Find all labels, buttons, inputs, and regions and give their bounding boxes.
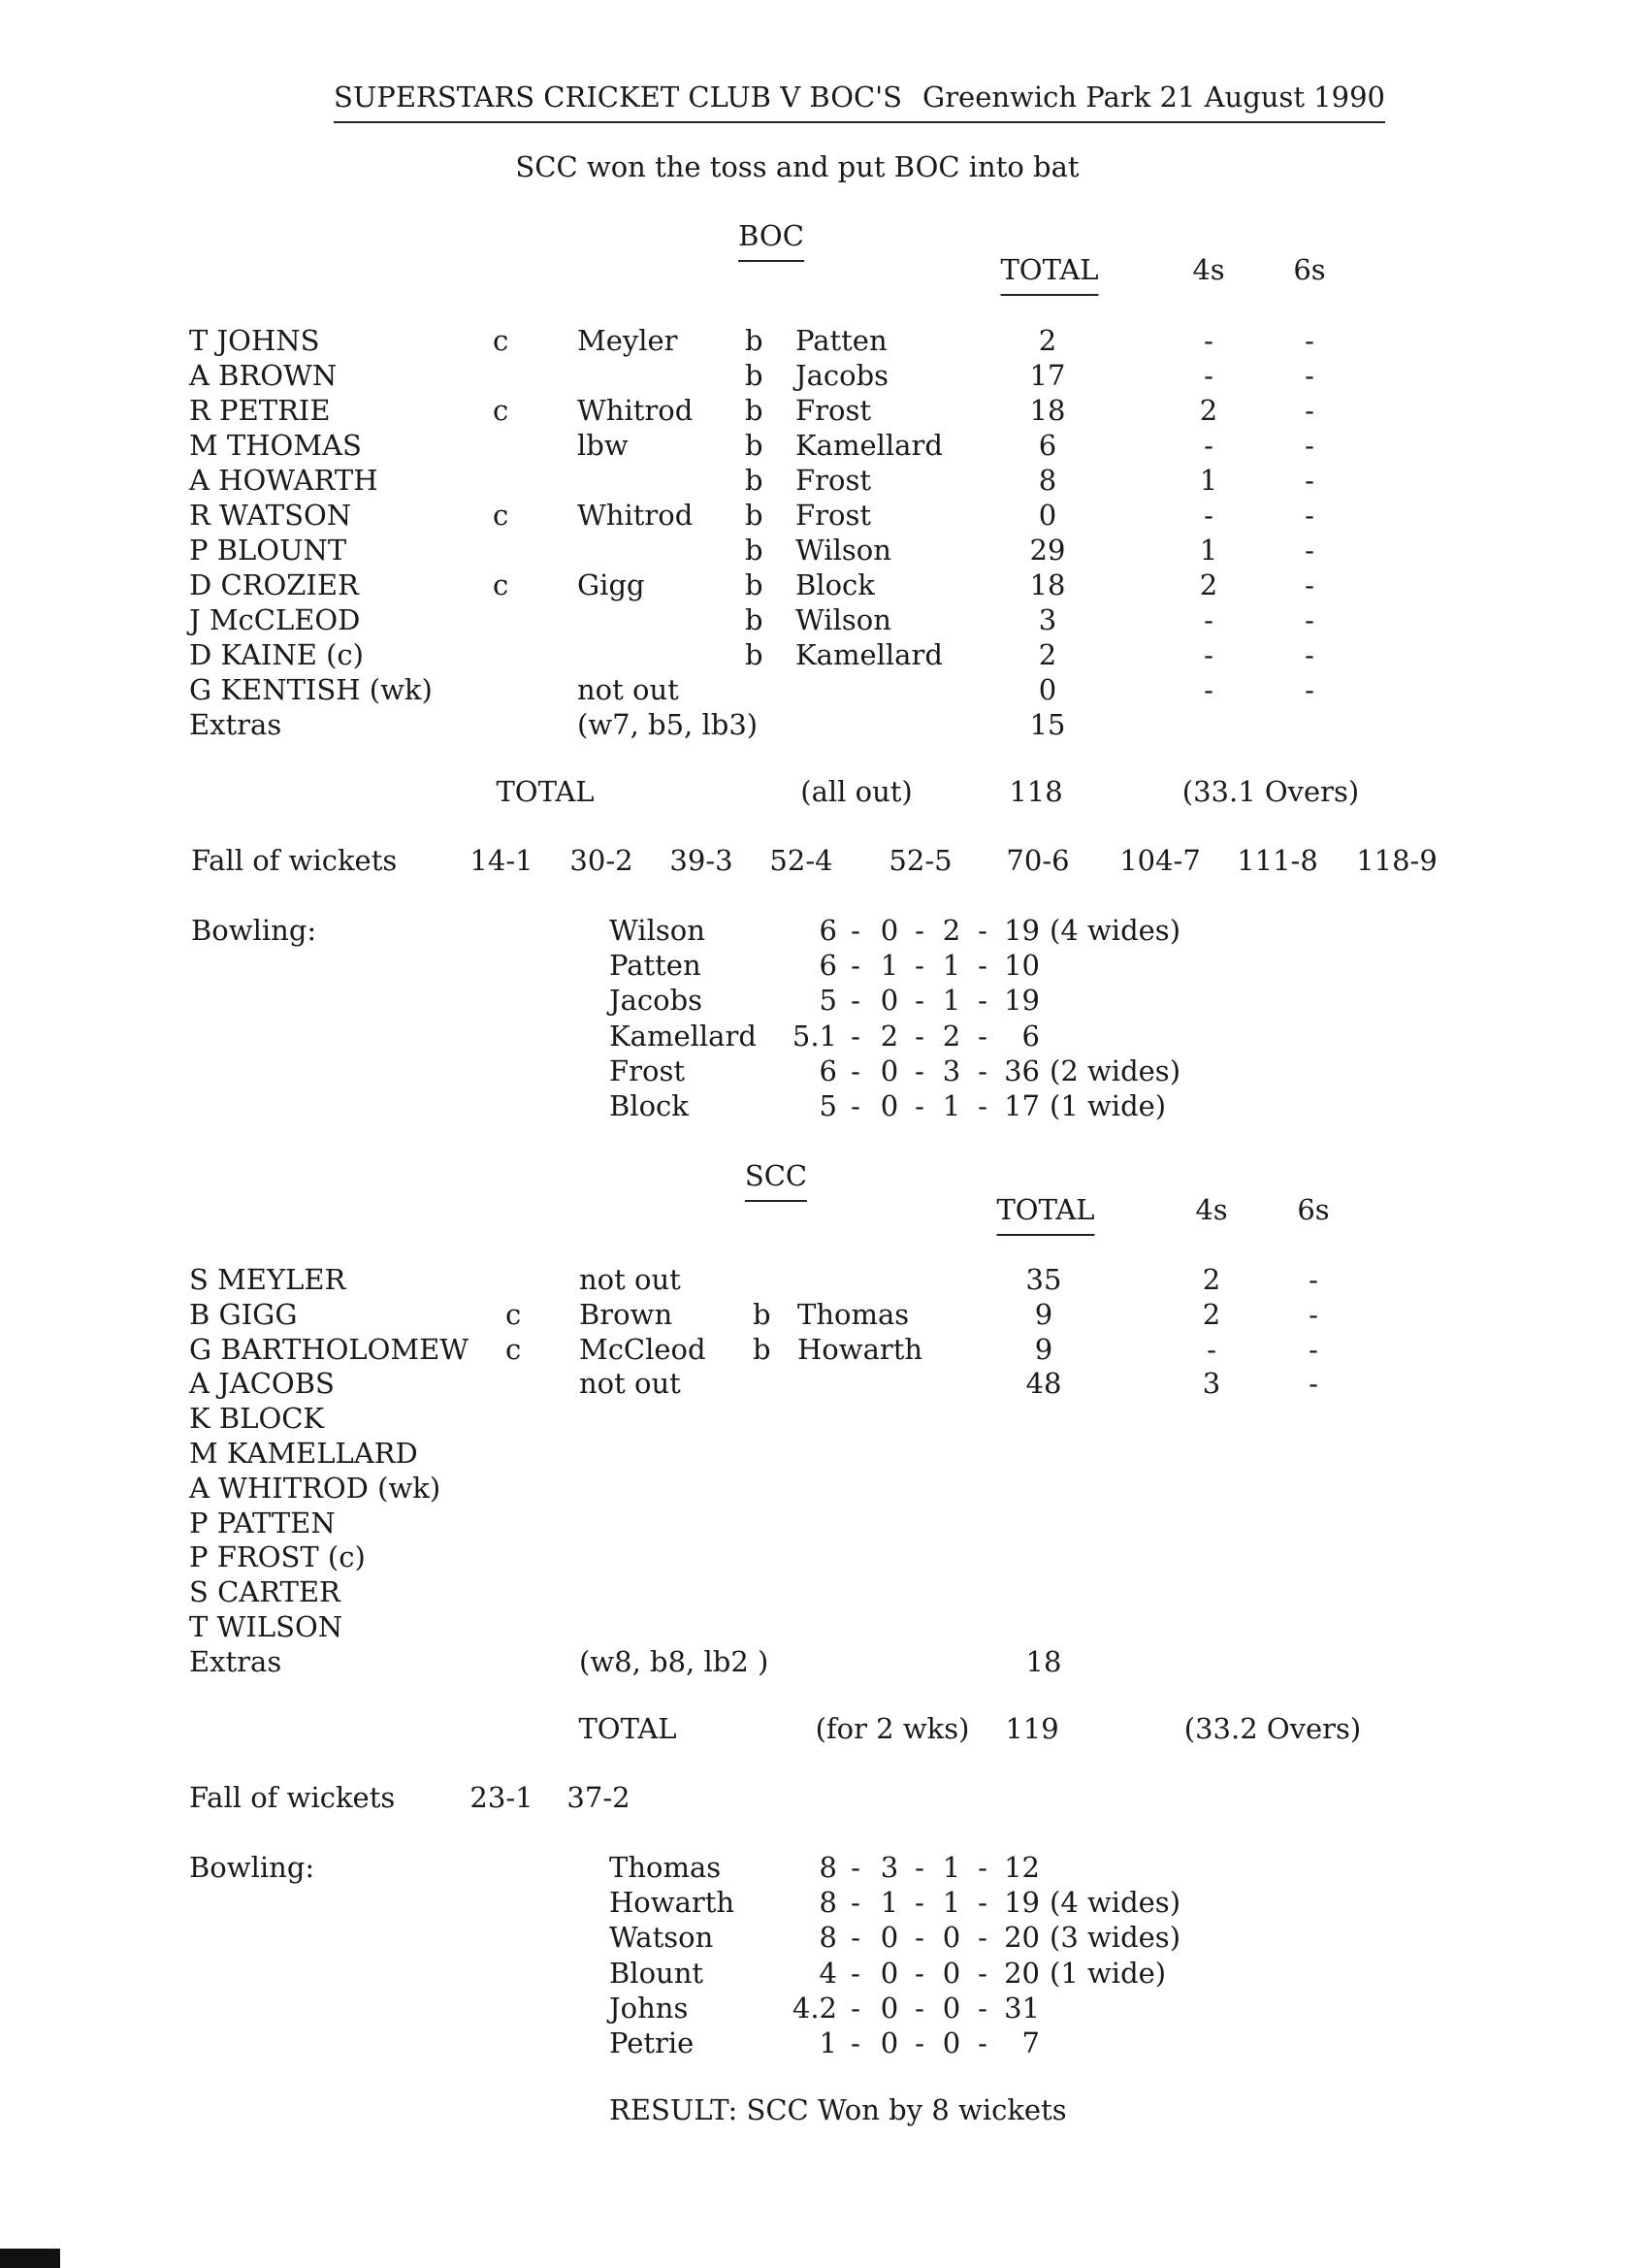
dismissing-bowler: Wilson — [795, 603, 891, 636]
figure-separator: - — [978, 2026, 987, 2059]
bowler-wickets: 0 — [942, 1957, 961, 1990]
figure-separator: - — [851, 949, 860, 982]
bowler-runs: 31 — [1004, 1992, 1040, 2025]
fall-of-wicket: 39-3 — [669, 844, 733, 877]
innings-total-note: (for 2 wks) — [815, 1712, 970, 1745]
dismissal-type: c — [493, 324, 509, 357]
fours-count: 2 — [1199, 568, 1218, 601]
fall-of-wicket: 30-2 — [569, 844, 633, 877]
runs-scored: 35 — [1025, 1263, 1062, 1296]
batsman-name: P BLOUNT — [189, 534, 347, 567]
bowler-name: Johns — [609, 1992, 689, 2025]
sixes-count: - — [1305, 638, 1314, 671]
fielder-or-status: Gigg — [577, 568, 645, 601]
bowler-runs: 19 — [1004, 984, 1040, 1017]
sixes-count: - — [1309, 1367, 1318, 1400]
dismissing-bowler: Howarth — [797, 1333, 923, 1366]
figure-separator: - — [978, 1020, 987, 1053]
fielder-or-status: (w8, b8, lb2 ) — [579, 1645, 769, 1678]
sixes-count: - — [1305, 603, 1314, 636]
runs-scored: 29 — [1029, 534, 1066, 567]
figure-separator: - — [851, 1054, 860, 1087]
batsman-name: G BARTHOLOMEW — [189, 1333, 469, 1366]
fours-count: - — [1204, 324, 1213, 357]
runs-scored: 2 — [1038, 638, 1057, 671]
bowler-maidens: 0 — [880, 984, 899, 1017]
sixes-count: - — [1305, 568, 1314, 601]
dismissing-bowler: Patten — [795, 324, 888, 357]
bowler-overs: 6 — [819, 914, 837, 947]
total-column-header: TOTAL — [1000, 256, 1098, 296]
bowler-name: Wilson — [609, 914, 705, 947]
bowled-marker: b — [753, 1298, 771, 1331]
dismissing-bowler: Frost — [795, 394, 871, 427]
bowler-maidens: 3 — [880, 1851, 899, 1884]
fours-count: 2 — [1199, 394, 1218, 427]
innings-total-runs: 118 — [1009, 775, 1063, 808]
runs-scored: 6 — [1038, 429, 1057, 462]
sixes-count: - — [1305, 394, 1314, 427]
bowler-maidens: 0 — [880, 1089, 899, 1122]
fielder-or-status: not out — [579, 1263, 681, 1296]
bowler-overs: 1 — [819, 2026, 837, 2059]
fall-of-wicket: 52-4 — [769, 844, 833, 877]
batsman-name: K BLOCK — [189, 1402, 325, 1435]
bowler-runs: 17 — [1004, 1089, 1040, 1122]
bowler-overs: 8 — [819, 1886, 837, 1919]
sixes-count: - — [1305, 359, 1314, 392]
fours-column-header: 4s — [1195, 1193, 1228, 1226]
innings-total-label: TOTAL — [496, 775, 595, 808]
dismissal-type: c — [493, 394, 509, 427]
bowler-overs: 6 — [819, 949, 837, 982]
runs-scored: 18 — [1025, 1645, 1062, 1678]
fours-column-header: 4s — [1192, 253, 1225, 286]
bowler-name: Jacobs — [609, 984, 703, 1017]
bowler-wickets: 2 — [942, 914, 961, 947]
bowler-maidens: 1 — [880, 949, 899, 982]
fours-count: - — [1204, 359, 1213, 392]
runs-scored: 2 — [1038, 324, 1057, 357]
figure-separator: - — [915, 1089, 924, 1122]
match-venue-date: Greenwich Park 21 August 1990 — [922, 81, 1385, 113]
batsman-name: S CARTER — [189, 1575, 340, 1608]
bowler-runs: 19 — [1004, 914, 1040, 947]
bowler-overs: 5 — [819, 984, 837, 1017]
dismissal-type: c — [505, 1333, 522, 1366]
batsman-name: M THOMAS — [189, 429, 362, 462]
dismissal-type: c — [505, 1298, 522, 1331]
bowler-wickets: 1 — [942, 949, 961, 982]
total-column-header: TOTAL — [996, 1196, 1094, 1236]
figure-separator: - — [978, 1886, 987, 1919]
figure-separator: - — [978, 1921, 987, 1954]
bowled-marker: b — [745, 499, 763, 532]
runs-scored: 18 — [1029, 394, 1066, 427]
bowler-maidens: 0 — [880, 1921, 899, 1954]
bowler-runs: 19 — [1004, 1886, 1040, 1919]
bowler-runs: 6 — [1021, 1020, 1040, 1053]
figure-separator: - — [978, 914, 987, 947]
sixes-count: - — [1305, 324, 1314, 357]
bowler-name: Patten — [609, 949, 701, 982]
fours-count: - — [1204, 638, 1213, 671]
sixes-count: - — [1305, 429, 1314, 462]
figure-separator: - — [851, 1886, 860, 1919]
bowler-runs: 36 — [1004, 1054, 1040, 1087]
bowled-marker: b — [745, 429, 763, 462]
batsman-name: D CROZIER — [189, 568, 359, 601]
bowler-name: Thomas — [609, 1851, 722, 1884]
figure-separator: - — [915, 1020, 924, 1053]
figure-separator: - — [978, 949, 987, 982]
fall-of-wicket: 111-8 — [1237, 844, 1318, 877]
bowler-maidens: 1 — [880, 1886, 899, 1919]
fielder-or-status: Whitrod — [577, 394, 694, 427]
figure-separator: - — [915, 914, 924, 947]
figure-separator: - — [851, 984, 860, 1017]
batsman-name: R PETRIE — [189, 394, 331, 427]
batsman-name: T WILSON — [189, 1610, 343, 1643]
figure-separator: - — [851, 2026, 860, 2059]
dismissing-bowler: Frost — [795, 464, 871, 497]
figure-separator: - — [915, 1054, 924, 1087]
batsman-name: D KAINE (c) — [189, 638, 364, 671]
runs-scored: 17 — [1029, 359, 1066, 392]
document-header — [334, 83, 1385, 123]
runs-scored: 9 — [1034, 1333, 1053, 1366]
fall-of-wicket: 70-6 — [1006, 844, 1070, 877]
batsman-name: P PATTEN — [189, 1507, 336, 1539]
fielder-or-status: not out — [579, 1367, 681, 1400]
bowler-name: Blount — [609, 1957, 704, 1990]
bowler-overs: 5 — [819, 1089, 837, 1122]
bowling-label: Bowling: — [191, 914, 317, 947]
batsman-name: Extras — [189, 708, 282, 741]
batsman-name: Extras — [189, 1645, 282, 1678]
sixes-count: - — [1305, 534, 1314, 567]
toss-statement: SCC won the toss and put BOC into bat — [515, 150, 1080, 183]
bowled-marker: b — [745, 359, 763, 392]
sixes-count: - — [1305, 499, 1314, 532]
figure-separator: - — [915, 1921, 924, 1954]
figure-separator: - — [851, 1992, 860, 2025]
bowler-wickets: 1 — [942, 1089, 961, 1122]
bowler-overs: 8 — [819, 1921, 837, 1954]
dismissing-bowler: Block — [795, 568, 875, 601]
batsman-name: J McCLEOD — [189, 603, 361, 636]
fours-count: - — [1204, 499, 1213, 532]
figure-separator: - — [915, 1957, 924, 1990]
fours-count: - — [1207, 1333, 1216, 1366]
bowled-marker: b — [745, 324, 763, 357]
fielder-or-status: not out — [577, 673, 679, 706]
bowler-overs: 8 — [819, 1851, 837, 1884]
fielder-or-status: Brown — [579, 1298, 673, 1331]
figure-separator: - — [915, 1851, 924, 1884]
fall-of-wicket: 14-1 — [469, 844, 534, 877]
runs-scored: 18 — [1029, 568, 1066, 601]
sixes-column-header: 6s — [1293, 253, 1326, 286]
bowler-runs: 7 — [1021, 2026, 1040, 2059]
bowler-extras-note: (4 wides) — [1050, 914, 1181, 947]
figure-separator: - — [851, 1020, 860, 1053]
fours-count: 1 — [1199, 534, 1218, 567]
bowler-extras-note: (3 wides) — [1050, 1921, 1181, 1954]
fours-count: - — [1204, 673, 1213, 706]
bowler-extras-note: (1 wide) — [1050, 1089, 1167, 1122]
fall-of-wicket: 104-7 — [1119, 844, 1201, 877]
runs-scored: 0 — [1038, 673, 1057, 706]
dismissing-bowler: Thomas — [797, 1298, 910, 1331]
innings-overs: (33.1 Overs) — [1181, 775, 1360, 808]
sixes-column-header: 6s — [1297, 1193, 1330, 1226]
fours-count: 2 — [1202, 1298, 1221, 1331]
bowler-name: Frost — [609, 1054, 685, 1087]
figure-separator: - — [915, 984, 924, 1017]
bowler-maidens: 2 — [880, 1020, 899, 1053]
match-title: SUPERSTARS CRICKET CLUB V BOC'S — [334, 81, 903, 113]
bowler-extras-note: (1 wide) — [1050, 1957, 1167, 1990]
fours-count: 3 — [1202, 1367, 1221, 1400]
figure-separator: - — [851, 1851, 860, 1884]
batsman-name: A WHITROD (wk) — [189, 1472, 441, 1505]
sixes-count: - — [1309, 1298, 1318, 1331]
fielder-or-status: lbw — [577, 429, 629, 462]
bowled-marker: b — [753, 1333, 771, 1366]
dismissal-type: c — [493, 499, 509, 532]
figure-separator: - — [851, 1957, 860, 1990]
fall-of-wicket: 23-1 — [469, 1781, 534, 1814]
batsman-name: A BROWN — [189, 359, 338, 392]
bowled-marker: b — [745, 603, 763, 636]
figure-separator: - — [915, 1886, 924, 1919]
fall-of-wicket: 37-2 — [566, 1781, 630, 1814]
sixes-count: - — [1309, 1333, 1318, 1366]
bowler-overs: 4.2 — [792, 1992, 837, 2025]
sixes-count: - — [1309, 1263, 1318, 1296]
bowler-wickets: 0 — [942, 1992, 961, 2025]
bowler-wickets: 3 — [942, 1054, 961, 1087]
batsman-name: R WATSON — [189, 499, 352, 532]
bowled-marker: b — [745, 534, 763, 567]
fall-of-wickets-label: Fall of wickets — [191, 844, 398, 877]
bowler-wickets: 0 — [942, 2026, 961, 2059]
batsman-name: G KENTISH (wk) — [189, 673, 433, 706]
bowler-wickets: 0 — [942, 1921, 961, 1954]
figure-separator: - — [851, 914, 860, 947]
figure-separator: - — [851, 1921, 860, 1954]
fours-count: - — [1204, 603, 1213, 636]
figure-separator: - — [915, 1992, 924, 2025]
bowler-name: Howarth — [609, 1886, 735, 1919]
dismissing-bowler: Kamellard — [795, 429, 943, 462]
bowler-extras-note: (4 wides) — [1050, 1886, 1181, 1919]
runs-scored: 3 — [1038, 603, 1057, 636]
team-heading-boc: BOC — [738, 222, 804, 262]
runs-scored: 8 — [1038, 464, 1057, 497]
scan-edge — [0, 2249, 60, 2268]
dismissing-bowler: Jacobs — [795, 359, 889, 392]
fall-of-wicket: 118-9 — [1356, 844, 1438, 877]
match-result: RESULT: SCC Won by 8 wickets — [609, 2093, 1067, 2126]
figure-separator: - — [978, 984, 987, 1017]
fielder-or-status: Meyler — [577, 324, 678, 357]
batsman-name: S MEYLER — [189, 1263, 346, 1296]
figure-separator: - — [978, 1851, 987, 1884]
sixes-count: - — [1305, 673, 1314, 706]
bowled-marker: b — [745, 638, 763, 671]
bowler-name: Block — [609, 1089, 689, 1122]
batsman-name: A HOWARTH — [189, 464, 378, 497]
bowled-marker: b — [745, 464, 763, 497]
fielder-or-status: Whitrod — [577, 499, 694, 532]
fielder-or-status: McCleod — [579, 1333, 706, 1366]
bowler-extras-note: (2 wides) — [1050, 1054, 1181, 1087]
bowling-label: Bowling: — [189, 1851, 315, 1884]
bowled-marker: b — [745, 394, 763, 427]
innings-total-label: TOTAL — [578, 1712, 677, 1745]
innings-total-note: (all out) — [800, 775, 913, 808]
batsman-name: B GIGG — [189, 1298, 298, 1331]
bowler-runs: 10 — [1004, 949, 1040, 982]
bowler-runs: 20 — [1004, 1957, 1040, 1990]
fall-of-wicket: 52-5 — [889, 844, 953, 877]
batsman-name: P FROST (c) — [189, 1540, 366, 1573]
team-heading-scc: SCC — [745, 1162, 807, 1202]
runs-scored: 15 — [1029, 708, 1066, 741]
figure-separator: - — [978, 1992, 987, 2025]
sixes-count: - — [1305, 464, 1314, 497]
bowler-runs: 12 — [1004, 1851, 1040, 1884]
bowler-wickets: 1 — [942, 1851, 961, 1884]
dismissing-bowler: Kamellard — [795, 638, 943, 671]
figure-separator: - — [978, 1054, 987, 1087]
bowler-maidens: 0 — [880, 1992, 899, 2025]
bowler-overs: 4 — [819, 1957, 837, 1990]
batsman-name: M KAMELLARD — [189, 1437, 418, 1470]
fielder-or-status: (w7, b5, lb3) — [577, 708, 759, 741]
runs-scored: 48 — [1025, 1367, 1062, 1400]
bowler-wickets: 1 — [942, 984, 961, 1017]
dismissing-bowler: Wilson — [795, 534, 891, 567]
figure-separator: - — [915, 2026, 924, 2059]
fours-count: 1 — [1199, 464, 1218, 497]
bowler-maidens: 0 — [880, 914, 899, 947]
bowler-name: Watson — [609, 1921, 714, 1954]
innings-overs: (33.2 Overs) — [1183, 1712, 1362, 1745]
batsman-name: A JACOBS — [189, 1367, 335, 1400]
innings-total-runs: 119 — [1005, 1712, 1059, 1745]
bowler-overs: 5.1 — [792, 1020, 837, 1053]
bowler-name: Kamellard — [609, 1020, 757, 1053]
bowler-maidens: 0 — [880, 2026, 899, 2059]
bowler-runs: 20 — [1004, 1921, 1040, 1954]
bowler-overs: 6 — [819, 1054, 837, 1087]
fall-of-wickets-label: Fall of wickets — [189, 1781, 396, 1814]
dismissing-bowler: Frost — [795, 499, 871, 532]
figure-separator: - — [978, 1957, 987, 1990]
figure-separator: - — [915, 949, 924, 982]
runs-scored: 9 — [1034, 1298, 1053, 1331]
bowler-maidens: 0 — [880, 1054, 899, 1087]
runs-scored: 0 — [1038, 499, 1057, 532]
batsman-name: T JOHNS — [189, 324, 320, 357]
bowler-maidens: 0 — [880, 1957, 899, 1990]
fours-count: - — [1204, 429, 1213, 462]
bowler-wickets: 2 — [942, 1020, 961, 1053]
figure-separator: - — [851, 1089, 860, 1122]
bowled-marker: b — [745, 568, 763, 601]
bowler-wickets: 1 — [942, 1886, 961, 1919]
bowler-name: Petrie — [609, 2026, 695, 2059]
dismissal-type: c — [493, 568, 509, 601]
fours-count: 2 — [1202, 1263, 1221, 1296]
figure-separator: - — [978, 1089, 987, 1122]
